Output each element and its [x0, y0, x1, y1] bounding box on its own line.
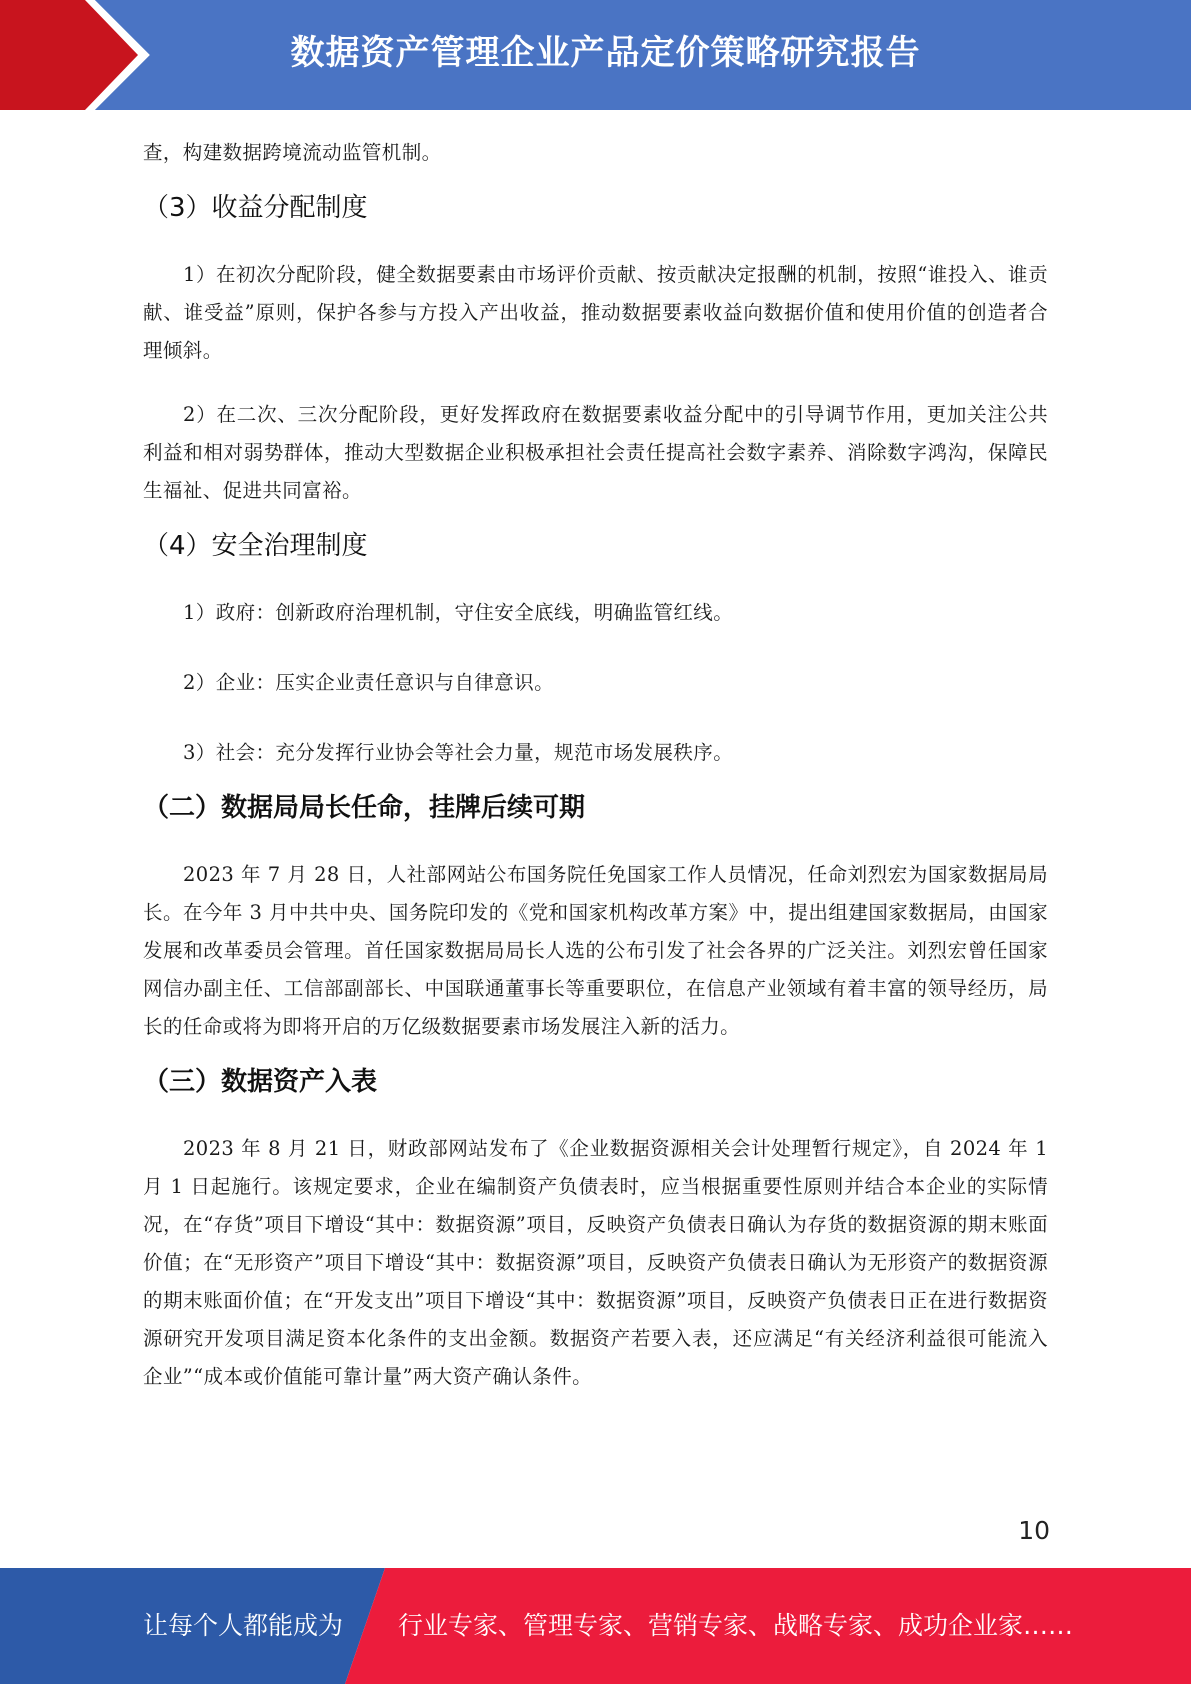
list-item-society: 3）社会：充分发挥行业协会等社会力量，规范市场发展秩序。 — [183, 741, 734, 764]
paragraph-data-assets: 2023 年 8 月 21 日，财政部网站发布了《企业数据资源相关会计处理暂行规定》，自 2024 年 1 月 1 日起施行。该规定要求，企业在编制资产负债表时，应当根据重要性原则并结合本企业的实际情况，在“存货”项目下增设“其中：数据资源”项目，反映资产负债表日确认为存货的数据资源的期末账面价值；在“无形资产”项目下增设“其中：数据资源”项目，反映资产负债表日确认为无形资产的数据资源的期末账面价值；在“开发支出”项目下增设“其中：数据资源”项目，反映资产负债表日正在进行数据资源研究开发项目满足资本化条件的支出金额。数据资产若要入表，还应满足“有关经济利益很可能流入企业”“成本或价值能可靠计量”两大资产确认条件。 — [143, 1137, 1048, 1388]
footer-slogan-right: 行业专家、管理专家、营销专家、战略专家、成功企业家…… — [398, 1611, 1074, 1640]
report-title: 数据资产管理企业产品定价策略研究报告 — [290, 33, 921, 73]
heading-security-governance: （4）安全治理制度 — [143, 531, 368, 561]
paragraph-data-bureau: 2023 年 7 月 28 日，人社部网站公布国务院任免国家工作人员情况，任命刘烈宏为国家数据局局长。在今年 3 月中共中央、国务院印发的《党和国家机构改革方案》中，提出组建国家数据局，由国家发展和改革委员会管理。首任国家数据局局长人选的公布引发了社会各界的广泛关注。刘烈宏曾任国家网信办副主任、工信部副部长、中国联通董事长等重要职位，在信息产业领域有着丰富的领导经历，局长的任命或将为即将开启的万亿级数据要素市场发展注入新的活力。 — [143, 863, 1048, 1038]
header-banner — [0, 0, 1191, 110]
footer-slogan-left: 让每个人都能成为 — [143, 1611, 344, 1640]
page-body — [143, 134, 1048, 1396]
paragraph-income-1: 1）在初次分配阶段，健全数据要素由市场评价贡献、按贡献决定报酬的机制，按照“谁投入、谁贡献、谁受益”原则，保护各参与方投入产出收益，推动数据要素收益向数据价值和使用价值的创造者合理倾斜。 — [143, 263, 1048, 362]
page-number: 10 — [1018, 1516, 1050, 1545]
paragraph-income-2: 2）在二次、三次分配阶段，更好发挥政府在数据要素收益分配中的引导调节作用，更加关注公共利益和相对弱势群体，推动大型数据企业积极承担社会责任提高社会数字素养、消除数字鸿沟，保障民生福祉、促进共同富裕。 — [143, 403, 1048, 502]
heading-data-assets: （三）数据资产入表 — [143, 1067, 378, 1097]
list-item-enterprise: 2）企业：压实企业责任意识与自律意识。 — [183, 671, 555, 694]
paragraph-continuation: 查，构建数据跨境流动监管机制。 — [143, 141, 442, 164]
heading-data-bureau: （二）数据局局长任命，挂牌后续可期 — [143, 793, 586, 823]
heading-income-distribution: （3）收益分配制度 — [143, 193, 368, 223]
footer-banner — [0, 1568, 1191, 1684]
list-item-government: 1）政府：创新政府治理机制，守住安全底线，明确监管红线。 — [183, 601, 734, 624]
